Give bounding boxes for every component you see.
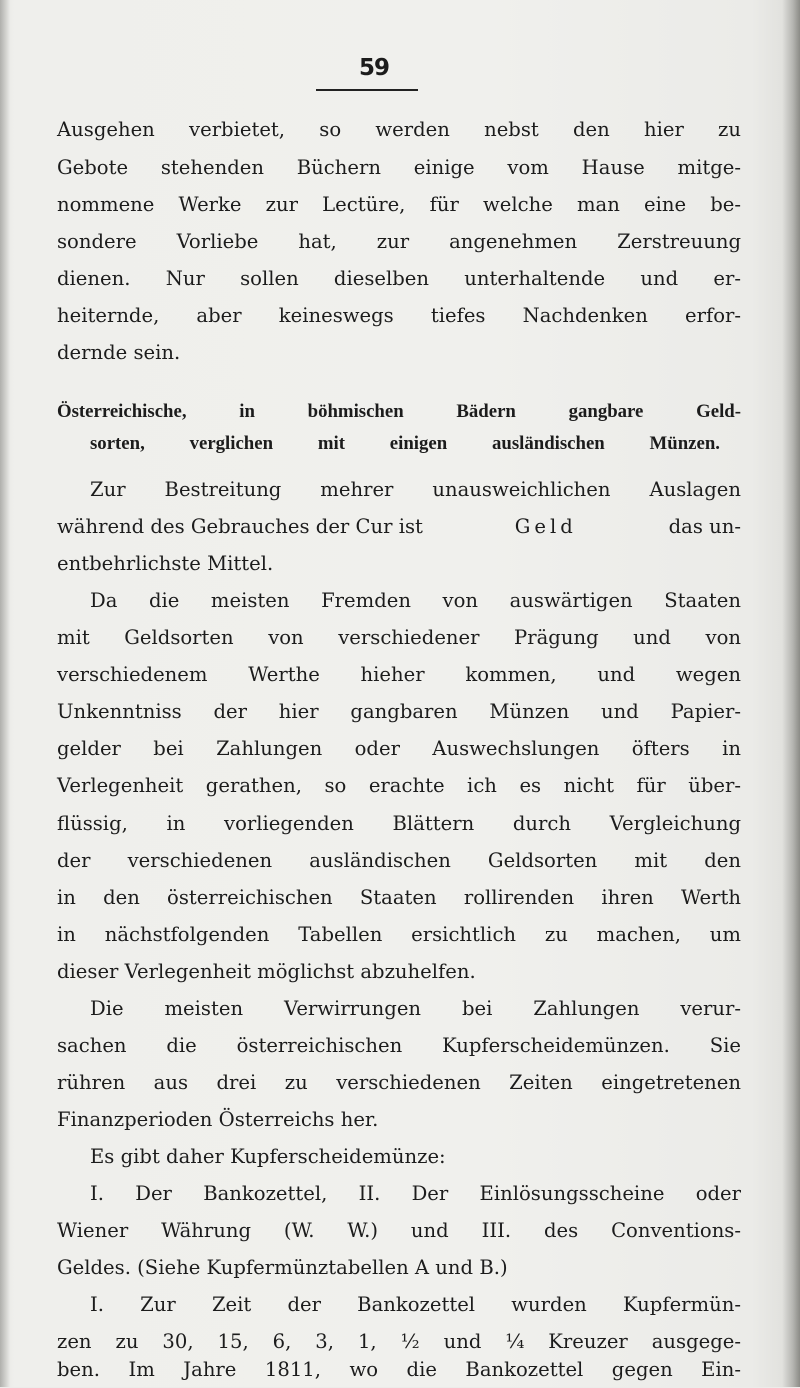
text-line: Wiener Währung (W. W.) und III. des Conventions- — [57, 1219, 741, 1242]
text-line: ben. Im Jahre 1811, wo die Bankozettel gegen Ein- — [57, 1358, 741, 1381]
text-line: in nächstfolgenden Tabellen ersichtlich zu machen, um — [57, 923, 741, 946]
text-line: Finanzperioden Österreichs her. — [57, 1108, 379, 1131]
text-line: Zur Bestreitung mehrer unausweichlichen Auslagen — [90, 478, 741, 501]
text-line: heiternde, aber keineswegs tiefes Nachdenken erfor- — [57, 304, 741, 327]
text-line: mit Geldsorten von verschiedener Prägung und von — [57, 626, 741, 649]
text-line: dieser Verlegenheit möglichst abzuhelfen. — [57, 960, 476, 983]
text-line: dernde sein. — [57, 341, 181, 364]
text-segment: das un- — [668, 515, 741, 538]
text-line: gelder bei Zahlungen oder Auswechslungen öfters in — [57, 737, 741, 760]
text-line: Es gibt daher Kupferscheidemünze: — [90, 1145, 446, 1168]
text-line: der verschiedenen ausländischen Geldsorten mit den — [57, 849, 741, 872]
text-line: flüssig, in vorliegenden Blättern durch Vergleichung — [57, 812, 741, 835]
text-line-with-emphasis — [57, 509, 741, 545]
text-line: verschiedenem Werthe hieher kommen, und wegen — [57, 663, 741, 686]
text-line: entbehrlichste Mittel. — [57, 552, 274, 575]
page-number: 59 — [358, 55, 389, 81]
text-line: Geldes. (Siehe Kupfermünztabellen A und B.) — [57, 1256, 508, 1279]
spaced-emphasis-word: Geld — [514, 515, 577, 538]
header-rule — [316, 89, 418, 91]
page-edge-shadow-right — [782, 0, 800, 1387]
text-segment: während des Gebrauches der Cur ist — [57, 515, 423, 538]
text-line: Unkenntniss der hier gangbaren Münzen und Papier- — [57, 700, 741, 723]
text-line: zen zu 30, 15, 6, 3, 1, ½ und ¼ Kreuzer ausgege- — [57, 1330, 741, 1353]
text-line: Die meisten Verwirrungen bei Zahlungen verur- — [90, 997, 741, 1020]
text-line: sondere Vorliebe hat, zur angenehmen Zerstreuung — [57, 230, 741, 253]
text-line: I. Zur Zeit der Bankozettel wurden Kupfermün- — [90, 1293, 741, 1316]
text-line: Verlegenheit gerathen, so erachte ich es nicht für über- — [57, 774, 741, 797]
section-heading-line: sorten, verglichen mit einigen ausländischen Münzen. — [90, 433, 720, 454]
text-line: sachen die österreichischen Kupferscheidemünzen. Sie — [57, 1034, 741, 1057]
text-line: dienen. Nur sollen dieselben unterhaltende und er- — [57, 267, 741, 290]
text-line: Da die meisten Fremden von auswärtigen Staaten — [90, 589, 741, 612]
text-line: I. Der Bankozettel, II. Der Einlösungsscheine oder — [90, 1182, 741, 1205]
text-line: Ausgehen verbietet, so werden nebst den hier zu — [57, 118, 741, 141]
text-line: rühren aus drei zu verschiedenen Zeiten eingetretenen — [57, 1071, 741, 1094]
page-edge-shadow-left — [0, 0, 10, 1387]
text-line: Gebote stehenden Büchern einige vom Hause mitge- — [57, 156, 741, 179]
section-heading-line: Österreichische, in böhmischen Bädern gangbare Geld- — [57, 401, 741, 422]
text-line: in den österreichischen Staaten rollirenden ihren Werth — [57, 886, 741, 909]
text-line: nommene Werke zur Lectüre, für welche man eine be- — [57, 193, 741, 216]
